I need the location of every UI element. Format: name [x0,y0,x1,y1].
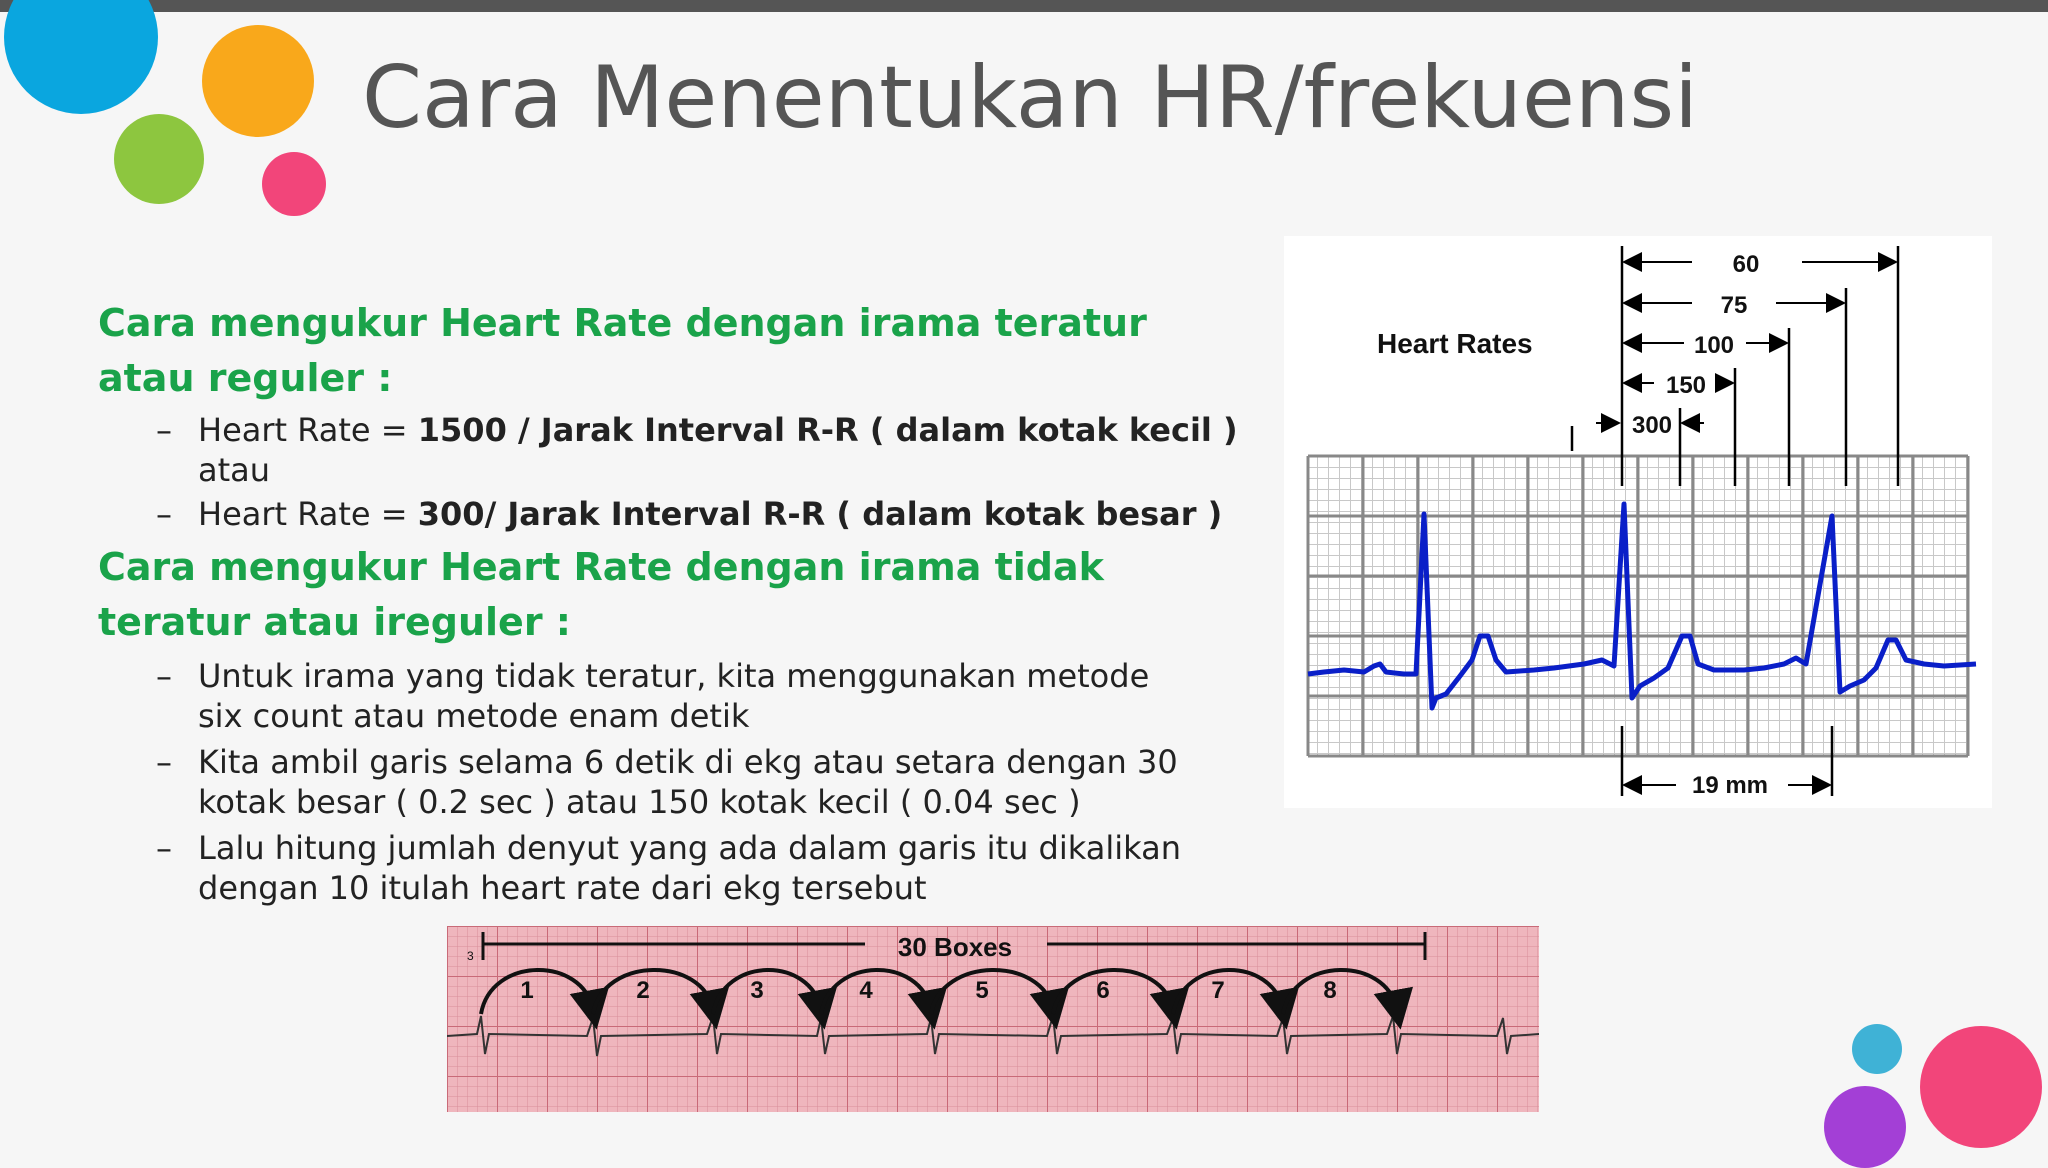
decor-dot-pink [262,152,326,216]
list-item: – Lalu hitung jumlah denyut yang ada dalam garis itu dikalikan dengan 10 itulah heart rate dari ekg tersebut [156,829,1181,907]
beat-number: 3 [750,977,764,1004]
strip-svg [447,926,1539,1112]
rate-label-100: 100 [1693,332,1735,359]
bullet-dash: – [156,829,172,867]
rate-label-60: 60 [1732,251,1760,278]
bullet-dash: – [156,743,172,781]
regular-method-list [98,410,1258,534]
beat-number: 6 [1096,977,1110,1004]
bullet-dash: – [156,495,172,533]
decor-dot-green [114,114,204,204]
list-item: – Heart Rate = 1500 / Jarak Interval R-R ( dalam kotak kecil ) atau [156,411,1238,489]
beat-number: 4 [859,977,873,1004]
strip-label: 30 Boxes [897,932,1013,962]
decor-dot-blue [4,0,158,114]
beat-number: 5 [975,977,989,1004]
top-bar [0,0,2048,12]
ecg-heart-rate-svg [1284,236,1992,808]
strip-start-mark: 3 [467,949,474,963]
decor-dot-pink-large [1920,1026,2042,1148]
rate-label-300: 300 [1631,412,1673,439]
section-heading-regular: Cara mengukur Heart Rate dengan irama teratur atau reguler : [98,301,1147,400]
decor-dot-lightblue [1852,1024,1902,1074]
decor-dot-purple [1824,1086,1906,1168]
bullet-dash: – [156,411,172,449]
heart-rates-label: Heart Rates [1377,328,1533,359]
ecg-30-boxes-strip [447,926,1539,1112]
rate-label-75: 75 [1720,292,1748,319]
ecg-heart-rate-figure [1284,236,1992,808]
list-item: – Heart Rate = 300/ Jarak Interval R-R ( dalam kotak besar ) [156,495,1223,533]
section-heading-irregular: Cara mengukur Heart Rate dengan irama tidak teratur atau ireguler : [98,545,1104,644]
bottom-mm-label: 19 mm [1691,772,1769,799]
decor-dot-orange [202,25,314,137]
irregular-method-list [98,656,1198,908]
beat-number: 2 [636,977,650,1004]
list-item: – Untuk irama yang tidak teratur, kita menggunakan metode six count atau metode enam detik [156,657,1150,735]
rate-label-150: 150 [1665,372,1707,399]
list-item: – Kita ambil garis selama 6 detik di ekg atau setara dengan 30 kotak besar ( 0.2 sec ) atau 150 kotak kecil ( 0.04 sec ) [156,743,1178,821]
beat-number: 1 [520,977,534,1004]
beat-number: 7 [1211,977,1225,1004]
main-content [98,296,1258,908]
page-title: Cara Menentukan HR/frekuensi [362,48,1699,148]
bullet-dash: – [156,657,172,695]
beat-number: 8 [1323,977,1337,1004]
